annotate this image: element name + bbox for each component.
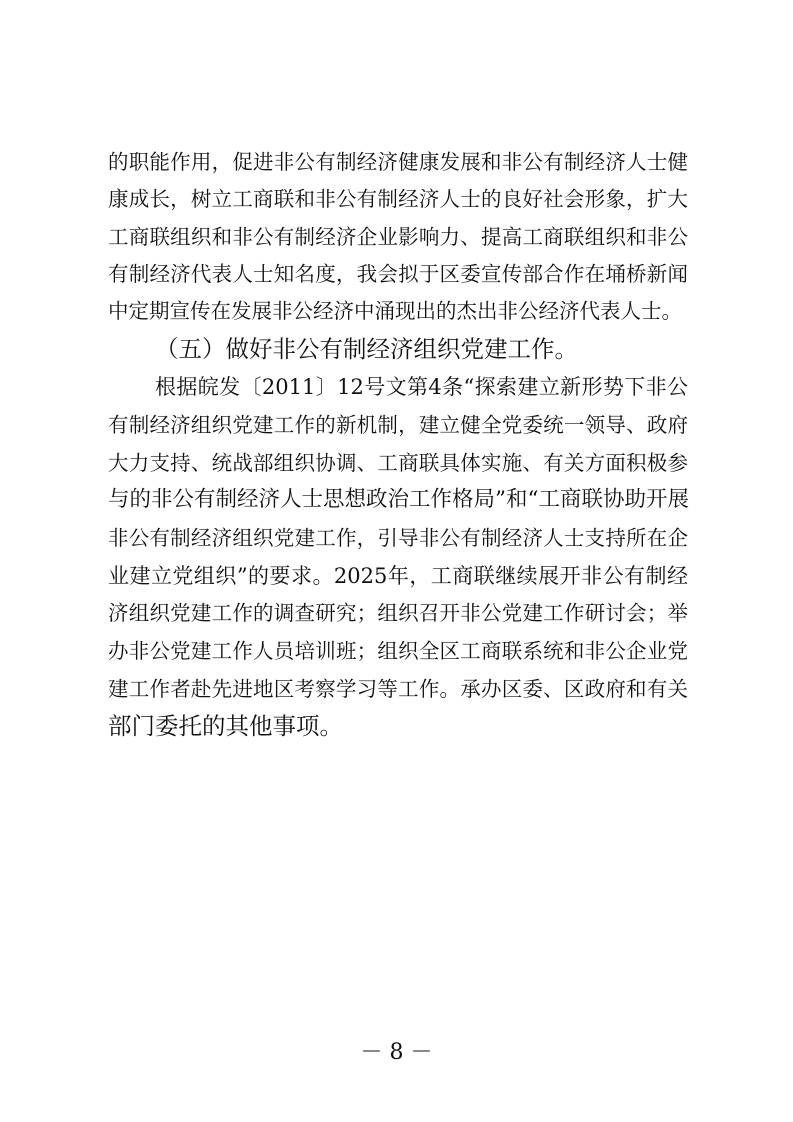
text-line: 大力支持、统战部组织协调、工商联具体实施、有关方面积极参 [108, 451, 688, 475]
text-line: 的职能作用，促进非公有制经济健康发展和非公有制经济人士健 [108, 150, 688, 174]
text-line: 办非公党建工作人员培训班；组织全区工商联系统和非公企业党 [108, 639, 688, 663]
text-line: 有制经济组织党建工作的新机制，建立健全党委统一领导、政府 [108, 413, 688, 437]
section-heading: （五）做好非公有制经济组织党建工作。 [155, 335, 578, 363]
page-number: － 8 － [360, 1040, 433, 1065]
text-line: 部门委托的其他事项。 [108, 712, 343, 740]
text-line: 济组织党建工作的调查研究；组织召开非公党建工作研讨会；举 [108, 601, 688, 625]
text-line: 康成长，树立工商联和非公有制经济人士的良好社会形象，扩大 [108, 187, 688, 211]
text-line: 有制经济代表人士知名度，我会拟于区委宣传部合作在埇桥新闻 [108, 262, 688, 286]
text-line: 根据皖发〔2011〕12号文第4条“探索建立新形势下非公 [155, 375, 688, 399]
text-line: 中定期宣传在发展非公经济中涌现出的杰出非公经济代表人士。 [108, 299, 682, 323]
text-line: 建工作者赴先进地区考察学习等工作。承办区委、区政府和有关 [108, 677, 688, 701]
text-line: 工商联组织和非公有制经济企业影响力、提高工商联组织和非公 [108, 225, 688, 249]
text-line: 业建立党组织”的要求。2025年，工商联继续展开非公有制经 [108, 564, 688, 588]
text-line: 非公有制经济组织党建工作，引导非公有制经济人士支持所在企 [108, 526, 688, 550]
text-line: 与的非公有制经济人士思想政治工作格局”和“工商联协助开展 [108, 487, 689, 512]
